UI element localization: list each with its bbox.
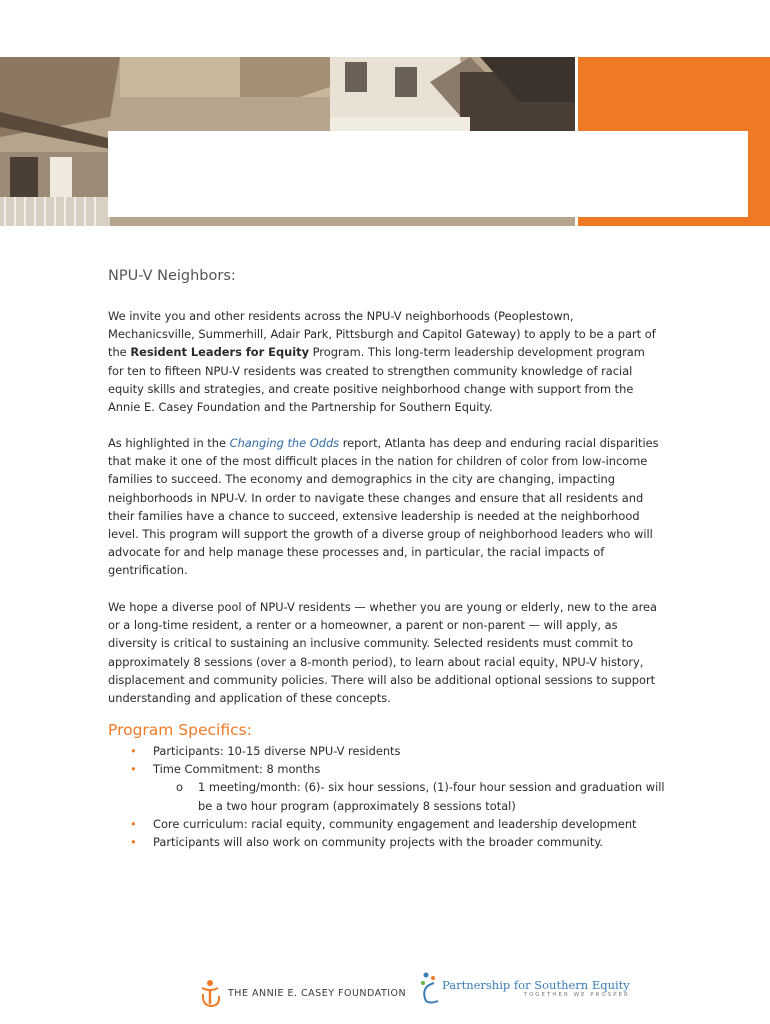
list-item-text: Participants: 10-15 diverse NPU-V residents [153, 744, 401, 758]
aecf-figure-icon [198, 978, 222, 1008]
context-paragraph [108, 434, 663, 580]
pse-logo [418, 970, 630, 1006]
aecf-name: THE ANNIE E. CASEY FOUNDATION [228, 987, 407, 999]
bullet-icon: • [130, 744, 137, 758]
bullet-icon: • [130, 835, 137, 850]
sub-list-item [130, 778, 670, 814]
list-item [130, 815, 670, 833]
sub-list-item-text: 1 meeting/month: (6)- six hour sessions, (1)-four hour session and graduation will be a two hour program (approximately 8 sessions total) [198, 780, 665, 813]
intro-paragraph [108, 307, 663, 416]
intro-text-start: We invite you and other residents across the NPU-V neighborhoods (Peoplestown, Mechanicsville, Summerhill, Adair Park, Pittsburgh and Capitol Gateway) to apply to be a part of the [108, 309, 656, 360]
bullet-icon: • [130, 762, 137, 777]
pse-figure-icon [418, 971, 440, 1005]
salutation: NPU-V Neighbors: [108, 268, 236, 284]
list-item-text: Participants will also work on community projects with the broader community. [153, 835, 604, 850]
pse-text-block [442, 978, 630, 998]
pse-name: Partnership for Southern Equity [442, 978, 630, 992]
list-item [130, 742, 670, 760]
list-item [130, 760, 670, 778]
sub-bullet-icon: o [176, 780, 183, 795]
program-specifics-heading: Program Specifics: [108, 721, 252, 739]
context-text-start: As highlighted in the [108, 436, 230, 450]
title-panel [108, 131, 748, 217]
list-item-text: Time Commitment: 8 months [153, 762, 321, 777]
list-item-text: Core curriculum: racial equity, community engagement and leadership development [153, 816, 637, 831]
program-name: Resident Leaders for Equity [130, 345, 310, 360]
header-banner [0, 57, 770, 226]
changing-the-odds-link[interactable]: Changing the Odds [229, 436, 340, 450]
invitation-paragraph: We hope a diverse pool of NPU-V residents — whether you are young or elderly, new to the area or a long-time resident, a renter or a homeowner, a parent or non-parent — will apply, as diversity is critical to sustaining an inclusive community. Selected residents must commit to approximately 8 sessions (over a 8-month period), to learn about racial equity, NPU-V history, displacement and community policies. There will also be additional optional sessions to support understanding and application of these concepts. [108, 600, 658, 706]
aecf-logo [198, 978, 406, 1008]
context-text-end: report, Atlanta has deep and enduring racial disparities that make it one of the most difficult places in the nation for children of color from low-income families to succeed. The economy and demographics in the city are changing, impacting neighborhoods in NPU-V. In order to navigate these changes and ensure that all residents and their families have a chance to succeed, extensive leadership is needed at the neighborhood level. This program will support the growth of a diverse group of neighborhood leaders who will advocate for and help manage these processes and, in particular, the racial impacts of gentrification. [108, 436, 659, 578]
list-item [130, 833, 670, 851]
bullet-icon: • [130, 816, 137, 831]
pse-tagline: TOGETHER WE PROSPER [523, 992, 630, 998]
program-specifics-list [130, 742, 670, 851]
intro-text-end: Program. This long-term leadership development program for ten to fifteen NPU-V residents was created to strengthen community knowledge of racial equity skills and strategies, and create positive neighborhood change with support from the Annie E. Casey Foundation and the Partnership for Southern Equity. [108, 345, 645, 415]
